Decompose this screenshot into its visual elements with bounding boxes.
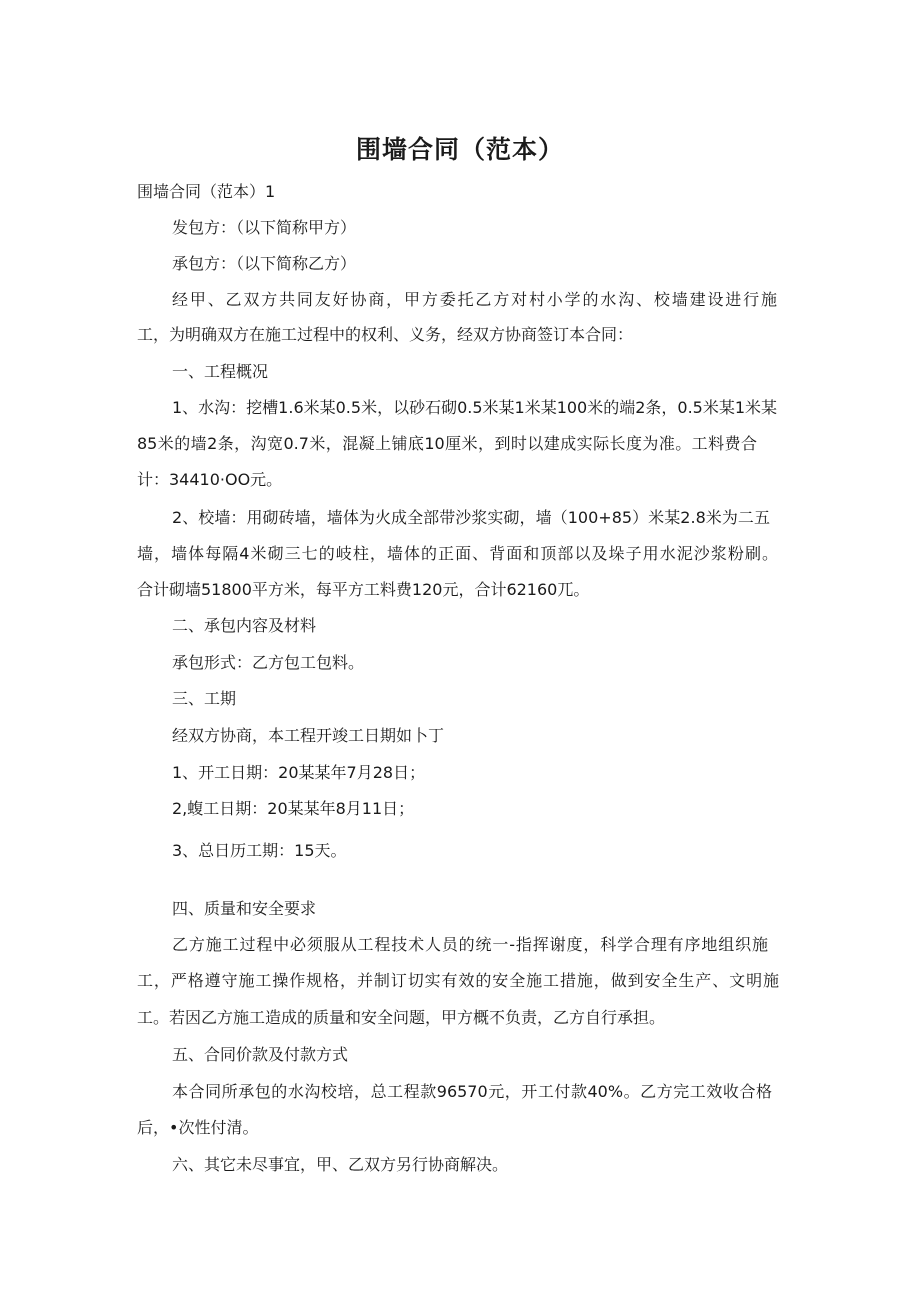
payment-paragraph-line: 后，•次性付清。: [137, 1118, 259, 1137]
ditch-paragraph-line: 计：34410·OO元。: [137, 470, 283, 489]
section-heading: 二、承包内容及材料: [172, 616, 317, 635]
quality-paragraph-line: 工，严格遵守施工操作规格，并制订切实有效的安全施工措施，做到安全生产、文明施: [137, 971, 779, 990]
ditch-paragraph-line: 85米的墙2条，沟宽0.7米，混凝上铺底10厘米，到时以建成实际长度为准。工料费合: [137, 434, 757, 453]
intro-paragraph-line: 工，为明确双方在施工过程中的权利、义务，经双方协商签订本合同：: [137, 325, 634, 344]
quality-paragraph-line: 工。若因乙方施工造成的质量和安全问题，甲方概不负责，乙方自行承担。: [137, 1008, 666, 1027]
subtitle-line: 围墙合同（范本）1: [137, 182, 276, 201]
section-heading: 一、工程概况: [172, 362, 269, 381]
completion-date-line: 2,蝮工日期：20某某年8月11日；: [172, 799, 415, 818]
closing-line: 六、其它未尽事宜，甲、乙双方另行协商解决。: [172, 1155, 509, 1174]
intro-paragraph-line: 经甲、乙双方共同友好协商，甲方委托乙方对村小学的水沟、校墙建设进行施: [172, 290, 777, 309]
wall-paragraph-line: 墙，墙体每隔4米砌三七的岐柱，墙体的正面、背面和顶部以及垛子用水泥沙浆粉刷。: [137, 544, 778, 563]
schedule-intro-line: 经双方协商，本工程开竣工日期如卜丁: [172, 726, 445, 745]
wall-paragraph-line: 2、校墙：用砌砖墙，墙体为火成全部带沙浆实砌，墙（100+85）米某2.8米为二五: [172, 508, 770, 527]
payment-paragraph-line: 本合同所承包的水沟校培，总工程款96570元，开工付款40%。乙方完工效收合格: [172, 1082, 772, 1101]
total-duration-line: 3、总日历工期：15天。: [172, 841, 347, 860]
section-heading: 五、合同价款及付款方式: [172, 1045, 349, 1064]
party-b-line: 承包方：（以下简称乙方）: [172, 254, 357, 273]
contract-form-line: 承包形式：乙方包工包料。: [172, 653, 365, 672]
ditch-paragraph-line: 1、水沟：挖槽1.6米某0.5米，以砂石砌0.5米某1米某100米的端2条，0.5米某1米某: [172, 398, 778, 417]
quality-paragraph-line: 乙方施工过程中必须服从工程技术人员的统一-指挥谢度，科学合理有序地组织施: [172, 935, 768, 954]
page-title: 围墙合同（范本）: [355, 135, 564, 164]
section-heading: 三、工期: [172, 689, 237, 708]
wall-paragraph-line: 合计砌墙51800平方米，每平方工料费120元，合计62160兀。: [137, 580, 590, 599]
start-date-line: 1、开工日期：20某某年7月28日；: [172, 763, 426, 782]
section-heading: 四、质量和安全要求: [172, 899, 317, 918]
party-a-line: 发包方：（以下简称甲方）: [172, 218, 357, 237]
